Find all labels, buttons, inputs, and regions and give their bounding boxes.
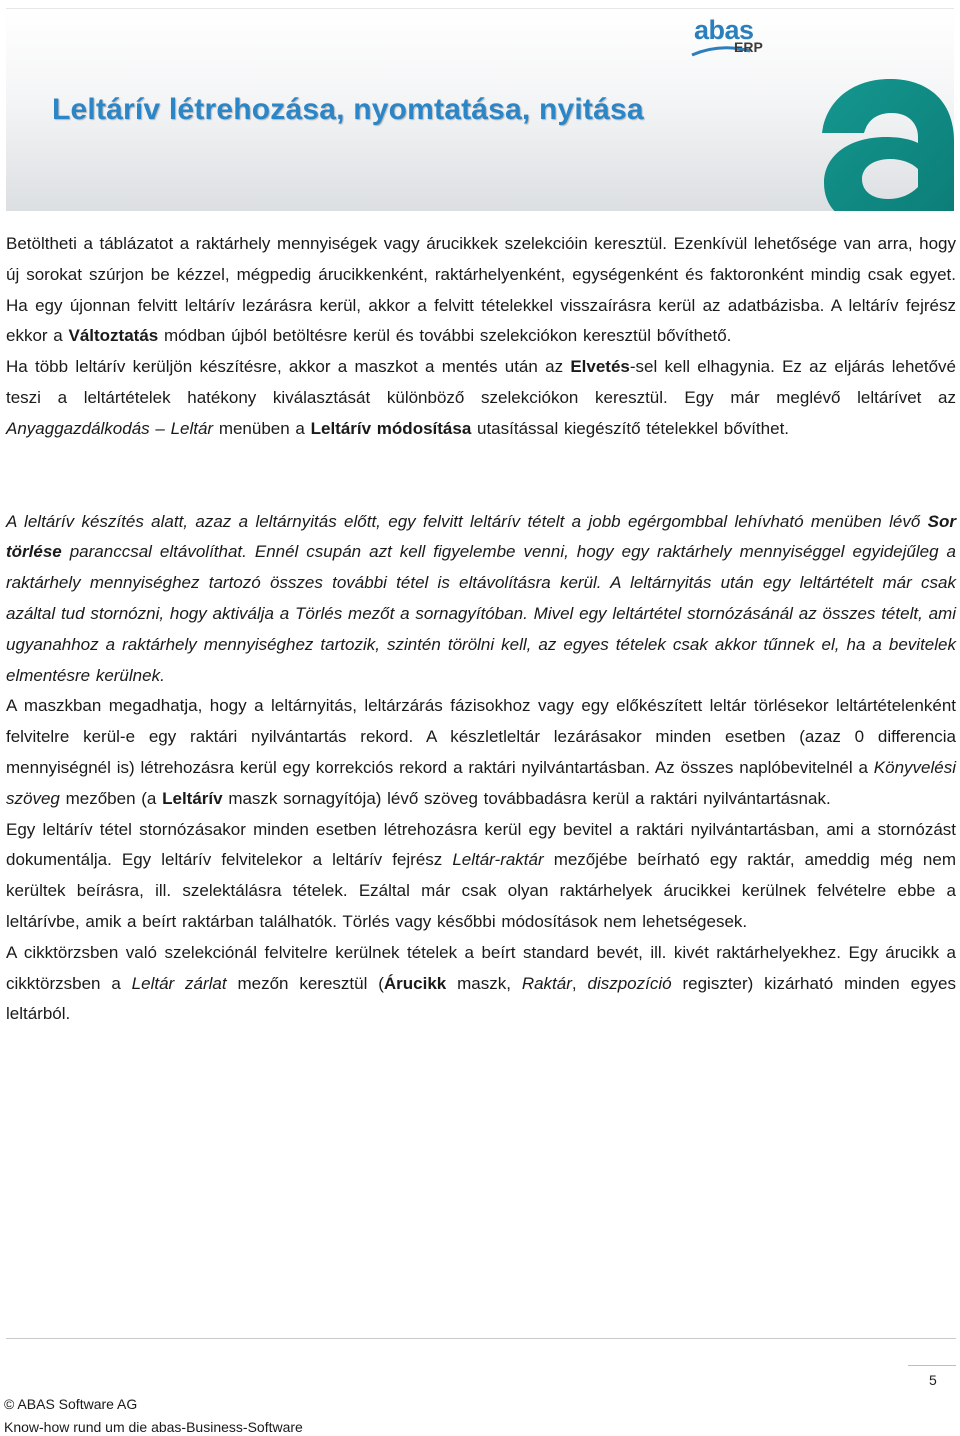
paragraph-text: ,: [571, 973, 588, 993]
emphasis-text: Leltár-raktár: [452, 850, 544, 870]
footer-divider: [6, 1338, 956, 1339]
footer-copyright: © ABAS Software AG: [4, 1396, 138, 1412]
paragraph-text: utasítással kiegészítő tételekkel bővíthet.: [471, 418, 790, 438]
logo-swoosh-icon: [690, 45, 776, 59]
emphasis-text: Leltárív: [162, 788, 223, 808]
body-paragraph: [6, 352, 956, 444]
body-paragraph: [6, 815, 956, 938]
emphasis-text: Anyaggazdálkodás – Leltár: [6, 418, 214, 438]
emphasis-text: Árucikk: [383, 973, 447, 993]
body-paragraph: [6, 507, 956, 692]
page-number: 5: [929, 1372, 937, 1388]
paragraph-text: maszk,: [446, 973, 522, 993]
header-banner: [6, 8, 954, 211]
emphasis-text: paranccsal eltávolíthat. Ennél csupán azt kell figyelembe venni, hogy egy raktárhely mennyiséggel egyidejűleg a raktárhely mennyiséghez tartozó összes további tétel is eltávolításra kerül. A leltárnyitás után egy leltártételt már csak azáltal tud stornózni, hogy aktiválja a Törlés mezőt a sornagyítóban. Mivel egy leltártétel stornózásánál az összes tételt, ami ugyanahhoz a raktárhely mennyiséghez tartozik, szintén törölni kell, az egyes tételek csak akkor tűnnek el, ha a bevitelek elmentésre kerülnek.: [6, 542, 956, 685]
paragraph-text: Ha több leltárív kerüljön készítésre, akkor a maszkot a mentés után az: [6, 357, 571, 377]
emphasis-text: Sor törlése: [6, 511, 956, 562]
body-paragraph: [6, 229, 956, 352]
emphasis-text: A leltárív készítés alatt, azaz a leltárnyitás előtt, egy felvitt leltárív tételt a jobb egérgombbal lehívható menüben lévő: [6, 511, 928, 531]
paragraph-text: maszk sornagyítója) lévő szöveg továbbadásra kerül a raktári nyilvántartásnak.: [222, 788, 831, 808]
page-number-rule: [908, 1365, 956, 1366]
emphasis-text: Leltár zárlat: [131, 973, 227, 993]
abas-erp-logo: [690, 17, 776, 57]
paragraph-text: Betöltheti a táblázatot a raktárhely mennyiségek vagy árucikkek szelekcióin keresztül. Ezenkívül lehetősége van arra, hogy új sorokat szúrjon be kézzel, mégpedig árucikkenként, raktárhelyenként, egységenként és faktoronként mindig csak egyet. Ha egy újonnan felvitt leltárív lezárásra kerül, akkor a felvitt tételekkel visszaírásra kerül az adatbázisba. A leltárív fejrész ekkor a: [6, 234, 956, 346]
paragraph-text: A cikktörzsben való szelekciónál felvitelre kerülnek tételek a beírt standard bevét, ill. kivét raktárhelyekhez. Egy árucikk a cikktörzsben a: [6, 942, 956, 993]
emphasis-text: diszpozíció: [587, 973, 672, 993]
paragraph-text: regiszter) kizárható minden egyes leltárból.: [6, 973, 956, 1024]
document-body: [6, 229, 956, 1030]
paragraph-text: mezőn keresztül (: [226, 973, 384, 993]
emphasis-text: Változtatás: [68, 326, 159, 346]
emphasis-text: Leltárív módosítása: [310, 418, 472, 438]
brand-product: ERP: [734, 39, 763, 55]
emphasis-text: Raktár: [521, 973, 572, 993]
paragraph-text: Egy leltárív tétel stornózásakor minden esetben létrehozásra kerül egy bevitel a raktári nyilvántartásban, ami a stornózást dokumentálja. Egy leltárív felvitelekor a leltárív fejrész: [6, 819, 956, 870]
brand-name: abas: [694, 15, 754, 45]
emphasis-text: Elvetés: [570, 357, 630, 377]
page-title: Leltárív létrehozása, nyomtatása, nyitása: [52, 93, 644, 126]
paragraph-text: mezőben (a: [59, 788, 163, 808]
body-paragraph: [6, 938, 956, 1030]
paragraph-text: A maszkban megadhatja, hogy a leltárnyitás, leltárzárás fázisokhoz vagy egy előkészített leltár törlésekor leltártételenként felvitelre kerül-e egy raktári nyilvántartás rekord. A készletleltár lezárásakor minden esetben (azaz 0 differencia mennyiségnél is) létrehozásra kerül egy korrekciós rekord a raktári nyilvántartásban. Az összes naplóbevitelnél a: [6, 696, 956, 777]
paragraph-text: mezőjébe beírható egy raktár, ameddig még nem kerültek beírásra, ill. szelektálásra tételek. Ezáltal már csak olyan raktárhelyek árucikkei kerülnek felvételre ebbe a leltárívbe, amik a beírt raktárban találhatók. Törlés vagy későbbi módosítások nem lehetségesek.: [6, 850, 956, 931]
footer-tagline: Know-how rund um die abas-Business-Software: [4, 1419, 303, 1435]
paragraph-text: módban újból betöltésre kerül és további szelekciókon keresztül bővíthető.: [158, 326, 732, 346]
paragraph-text: menüben a: [213, 418, 311, 438]
paragraph-text: -sel kell elhagynia. Ez az eljárás lehetővé teszi a leltártételek hatékony kiválasztását különböző szelekciókon keresztül. Egy már meglévő leltárívet az: [6, 357, 956, 407]
body-paragraph: [6, 691, 956, 814]
abas-a-logo-icon: [814, 71, 954, 211]
emphasis-text: Könyvelési szöveg: [6, 757, 956, 808]
